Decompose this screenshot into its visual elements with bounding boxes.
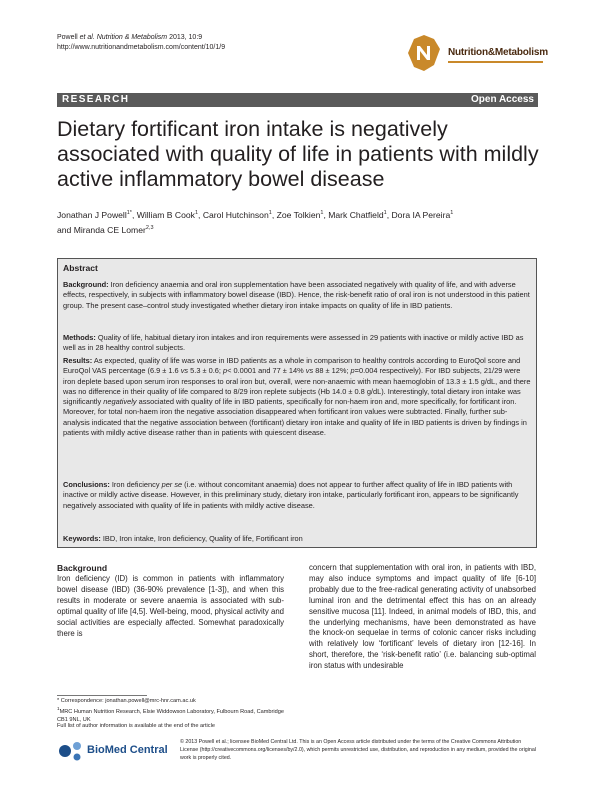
abstract-text: Iron deficiency anaemia and oral iron supplementation have been associated negatively with quality of life, and with adverse effects, respectively, in subjects with inflammatory bowel disease (IBD). Hence, the risk-benefit ratio of oral iron is not understood in this patient group. The present case–control study investigated whether dietary iron intake impacts on quality of life in IBD patients.: [63, 280, 530, 310]
author-affiliation: 1: [383, 210, 387, 216]
citation-journal: Nutrition & Metabolism: [94, 34, 168, 41]
publisher-name: BioMed Central: [87, 744, 168, 756]
abstract-text: (i.e. without concomitant anaemia) does not appear to further affect quality of life in IBD patients with inactive or mildly active disease. However, in this preliminary study, dietary iron intake, particularly fortificant iron, appears to be significantly negatively associated with quality of life in patients with mildly active disease.: [63, 480, 519, 510]
abstract-text: =0.004 respectively). For IBD subjects, 21/29 were iron deplete based upon serum iron responses to oral iron but, overall, were non-anaemic with mean haemoglobin of 13.3 ± 1.5 g/dL, and there was no difference in their quality of life compared to 8/29 iron replete subjects (Hb 14.0 ± 0.8 g/dL). Interestingly, total dietary iron intake was significantly: [63, 366, 531, 407]
citation-author: Powell: [57, 34, 80, 41]
author-name: Jonathan J Powell: [57, 209, 127, 220]
affiliation-text: MRC Human Nutrition Research, Elsie Widdowson Laboratory, Fulbourn Road, Cambridge CB1 9NL, UK: [57, 708, 284, 724]
abstract-italic: vs: [180, 366, 189, 376]
body-column-left: [57, 563, 284, 639]
logo-dot: [59, 745, 71, 757]
article-url[interactable]: http://www.nutritionandmetabolism.com/content/10/1/9: [57, 44, 226, 51]
author-affiliation: 1: [194, 210, 199, 216]
author-name: , Mark Chatfield: [323, 209, 384, 220]
abstract-label: Methods:: [63, 333, 96, 342]
open-access-label: Open Access: [471, 94, 534, 105]
abstract-keywords: [63, 534, 531, 544]
abstract-italic: per se: [161, 480, 183, 489]
correspondence-note: * Correspondence: jonathan.powell@mrc-hnr.cam.ac.uk: [57, 698, 196, 704]
abstract-italic: vs: [305, 366, 314, 376]
author-info-note: Full list of author information is available at the end of the article: [57, 723, 215, 729]
author-affiliation: 2,3: [145, 224, 154, 231]
citation-volume: 2013, 10:9: [167, 34, 203, 41]
author-name: , Zoe Tolkien: [271, 209, 321, 220]
abstract-text: Quality of life, habitual dietary iron intakes and iron requirements were assessed in 29 patients with inactive or mildly active IBD as well as in 28 healthy control subjects.: [63, 333, 524, 353]
citation-line: [57, 33, 202, 42]
logo-underline: [448, 61, 543, 63]
abstract-italic: p: [350, 366, 355, 376]
footnote-rule: [57, 695, 147, 696]
author-list: [57, 207, 539, 237]
abstract-text: associated with quality of life in IBD patients, specifically for non-haem iron and, more specifically, for fortificant iron. Moreover, for total non-haem iron the negative association disappeared when fortificant iron values were subtracted. Finally, further sub-analysis indicated that the negative association between (fortificant) dietary iron intake and quality of life in IBD patients is driven by findings in patients with mildly active disease rather than in patients with quiescent disease.: [63, 397, 527, 438]
abstract-background: [63, 280, 531, 311]
author-affiliation: 1*: [126, 210, 132, 216]
abstract-text: Iron deficiency: [109, 480, 162, 489]
abstract-text: 5.3 ± 0.6;: [188, 366, 223, 376]
body-paragraph: Iron deficiency (ID) is common in patients with inflammatory bowel disease (IBD) (36-90% prevalence [1-3]), and when this results in moderate or severe anaemia is associated with sub-optimal quality of life [4,5]. Well-being, mood, physical activity and social activities are especially affected. Somewhat paradoxically there is: [57, 574, 284, 638]
section-heading: Background: [57, 563, 108, 573]
body-paragraph: concern that supplementation with oral iron, in patients with IBD, may also induce symptoms and impact quality of life [6-10] probably due to the free-radical generating activity of unabsorbed luminal iron and the detrimental effect this has on an already sensitive mucosa [11]. Indeed, in animal models of IBD, this, and the underlying mechanisms, have been demonstrated as have the knock-on sequelae in terms of colonic cancer risks including with relatively low ‘fortificant’ levels of dietary iron [12-16]. In short, therefore, the ‘risk-benefit ratio’ (i.e. balancing sub-optimal iron status with undesirable: [309, 563, 536, 671]
abstract-conclusions: [63, 480, 531, 511]
journal-name: Nutrition&Metabolism: [448, 47, 548, 58]
abstract-label: Conclusions:: [63, 480, 110, 489]
author-affiliation: 1: [268, 210, 272, 216]
citation-etal: et al.: [79, 34, 95, 41]
abstract-text: As expected, quality of life was worse in IBD patients as a whole in comparison to healthy controls according to EuroQol score and EuroQol VAS percentage (6.9 ± 1.6: [63, 356, 521, 376]
abstract-heading: Abstract: [63, 263, 98, 273]
author-name: , Dora IA Pereira: [386, 209, 451, 220]
abstract-italic: negatively: [103, 397, 137, 407]
affiliation-marker: 1: [57, 706, 60, 711]
abstract-label: Keywords:: [63, 534, 101, 543]
article-title: Dietary fortificant iron intake is negatively associated with quality of life in patients with mildly active inflammatory bowel disease: [57, 117, 539, 191]
abstract-results: [63, 356, 531, 438]
abstract-label: Background:: [63, 280, 109, 289]
abstract-text: 88 ± 12%;: [313, 366, 351, 376]
author-affiliation: 1: [320, 210, 324, 216]
body-column-right: [309, 563, 536, 672]
author-name: and Miranda CE Lomer: [57, 224, 146, 235]
abstract-italic: p: [223, 366, 228, 376]
logo-dot: [74, 754, 81, 761]
abstract-text: IBD, Iron intake, Iron deficiency, Quality of life, Fortificant iron: [100, 534, 303, 543]
logo-dot: [73, 742, 81, 750]
author-affiliation: 1: [450, 210, 454, 216]
abstract-label: Results:: [63, 356, 93, 365]
license-text: © 2013 Powell et al.; licensee BioMed Central Ltd. This is an Open Access article distributed under the terms of the Creative Commons Attribution License (http://creativecommons.org/licenses/by/2.0), which permits unrestricted use, distribution, and reproduction in any medium, provided the original work is properly cited.: [180, 739, 536, 761]
article-type: RESEARCH: [62, 94, 130, 105]
abstract-text: < 0.0001 and 77 ± 14%: [227, 366, 306, 376]
abstract-methods: [63, 333, 531, 354]
author-name: , William B Cook: [131, 209, 195, 220]
author-name: , Carol Hutchinson: [198, 209, 269, 220]
